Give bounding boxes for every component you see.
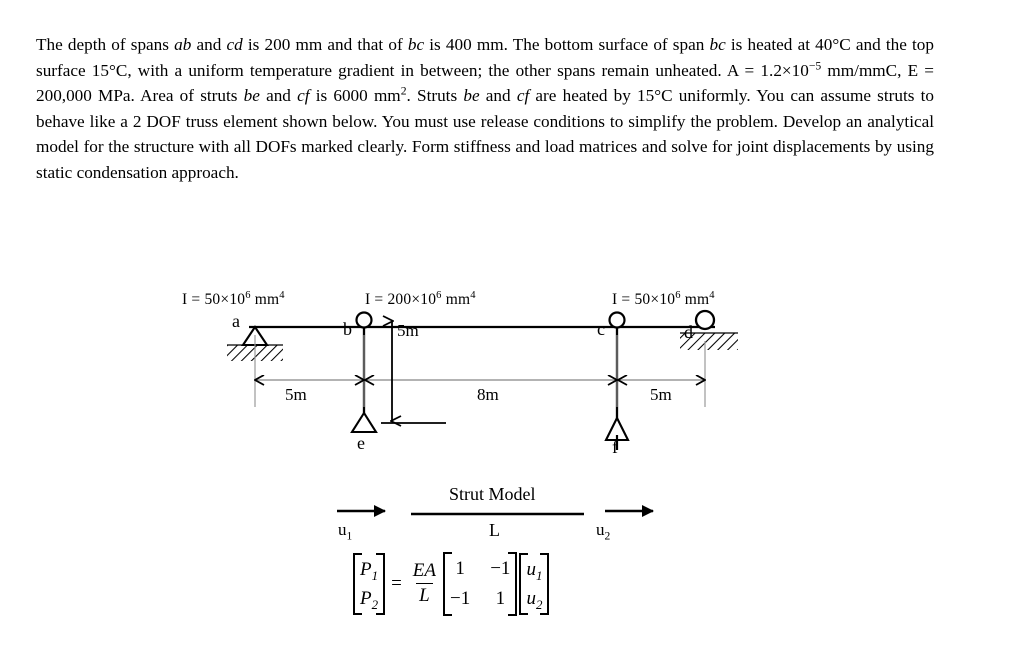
unit-exponent: 4 xyxy=(709,289,715,301)
p1-symbol: P xyxy=(360,558,372,580)
unit: mm xyxy=(680,291,710,308)
exponent-2: 2 xyxy=(400,84,407,98)
base-ten: 10 xyxy=(229,291,246,308)
strut-model-title: Strut Model xyxy=(449,484,536,504)
u2-symbol: u xyxy=(596,520,605,539)
inertia-prefix: I = 50 xyxy=(182,291,221,308)
text-fragment: mm/mmC, E = 200,000 MPa. Area of struts xyxy=(36,60,934,106)
force-vector-bracket xyxy=(353,553,385,616)
unit: mm xyxy=(250,291,280,308)
stiffness-matrix xyxy=(450,554,510,614)
strut-length-label: L xyxy=(489,520,500,540)
text-fragment: and xyxy=(259,86,298,106)
problem-statement xyxy=(36,32,934,186)
joint-label-e: e xyxy=(357,433,365,453)
u1-subscript: 1 xyxy=(535,567,543,583)
strut-be-italic-2: be xyxy=(463,86,480,106)
unit-exponent: 4 xyxy=(470,289,476,301)
joint-b-hinge xyxy=(357,313,372,328)
u1-symbol: u xyxy=(338,520,347,539)
force-p1 xyxy=(360,555,378,584)
dimension-label-bc: 8m xyxy=(477,385,499,404)
text-fragment: are heated by 15°C uniformly. You can assume struts to behave like a 2 DOF truss element shown below. You must use release conditions to simplify the problem. Develop an analytical model for the structure with all DOFs marked clearly. Form stiffness and load matrices and solve for joint displacements by using static condensation approach. xyxy=(36,86,934,182)
stiffness-matrix-bracket xyxy=(443,552,517,616)
text-fragment: is 200 mm and that of xyxy=(242,35,408,54)
dimension-label-ab: 5m xyxy=(285,385,307,404)
joint-c-hinge xyxy=(610,313,625,328)
u1-subscript: 1 xyxy=(346,529,353,543)
text-fragment: and xyxy=(191,35,227,54)
u2-subscript: 2 xyxy=(535,596,543,612)
joint-label-f: f xyxy=(612,437,618,457)
matrix-cell-12: −1 xyxy=(490,558,511,579)
text-fragment: is 6000 mm xyxy=(309,86,401,106)
span-cd-italic: cd xyxy=(226,35,243,54)
displacement-vector xyxy=(526,555,542,614)
dof-label-u2 xyxy=(596,520,611,543)
inertia-prefix: I = 200 xyxy=(365,291,412,308)
p2-subscript: 2 xyxy=(371,596,379,612)
exponent-neg5: −5 xyxy=(808,58,822,72)
span-bc-italic: bc xyxy=(407,35,425,54)
ea-numerator: EA xyxy=(412,560,436,582)
matrix-cell-22: 1 xyxy=(495,588,506,610)
joint-label-b: b xyxy=(343,319,352,339)
strut-cf-italic: cf xyxy=(297,86,310,106)
text-fragment: and xyxy=(479,86,517,106)
times-symbol: × xyxy=(411,291,421,308)
displacement-vector-bracket xyxy=(519,553,549,616)
times-symbol: × xyxy=(650,291,660,308)
l-denominator: L xyxy=(416,583,433,607)
times-symbol: × xyxy=(781,60,792,80)
span-ab-italic: ab xyxy=(174,35,192,54)
text-fragment: is 400 mm. The bottom surface of span xyxy=(424,35,710,54)
support-e-pin xyxy=(352,413,446,432)
unit-exponent: 4 xyxy=(279,289,285,301)
matrix-cell-21: −1 xyxy=(450,588,471,610)
displacement-u1 xyxy=(526,555,542,584)
force-p2 xyxy=(360,584,378,613)
u1-symbol: u xyxy=(526,558,536,580)
exponent: 6 xyxy=(675,289,681,301)
joint-label-a: a xyxy=(232,311,240,331)
ten-base: 10 xyxy=(791,60,809,80)
text-fragment: is heated at 40°C and the top surface 15°C, with a uniform temperature gradient in between; the other spans remain unheated. A = 1.2 xyxy=(36,35,934,80)
joint-label-c: c xyxy=(597,319,605,339)
strut-be-italic: be xyxy=(243,86,260,106)
u2-symbol: u xyxy=(526,587,536,609)
base-ten: 10 xyxy=(420,291,437,308)
displacement-u2 xyxy=(526,584,542,613)
times-symbol: × xyxy=(220,291,230,308)
stiffness-matrix-equation xyxy=(352,552,550,616)
joint-label-d: d xyxy=(684,322,693,342)
beam-diagram-svg xyxy=(0,275,1024,485)
text-fragment: The depth of spans xyxy=(36,35,175,54)
beam-structure-figure xyxy=(0,275,1024,485)
problem-statement-text xyxy=(36,32,934,186)
dimension-label-strut-height: 5m xyxy=(397,321,419,340)
unit: mm xyxy=(441,291,471,308)
matrix-cell-11: 1 xyxy=(455,558,465,579)
ea-over-l-fraction xyxy=(410,560,439,608)
strut-cf-italic-2: cf xyxy=(516,86,530,106)
exponent: 6 xyxy=(436,289,442,301)
dimension-label-cd: 5m xyxy=(650,385,672,404)
inertia-prefix: I = 50 xyxy=(612,291,651,308)
span-bc-italic-2: bc xyxy=(709,35,726,54)
p1-subscript: 1 xyxy=(371,567,379,583)
p2-symbol: P xyxy=(360,587,372,609)
force-vector xyxy=(360,555,378,614)
dof-label-u1 xyxy=(338,520,353,543)
u2-subscript: 2 xyxy=(604,529,611,543)
base-ten: 10 xyxy=(659,291,676,308)
equals-sign: = xyxy=(391,572,402,594)
exponent: 6 xyxy=(245,289,251,301)
text-fragment: . Struts xyxy=(406,86,464,106)
